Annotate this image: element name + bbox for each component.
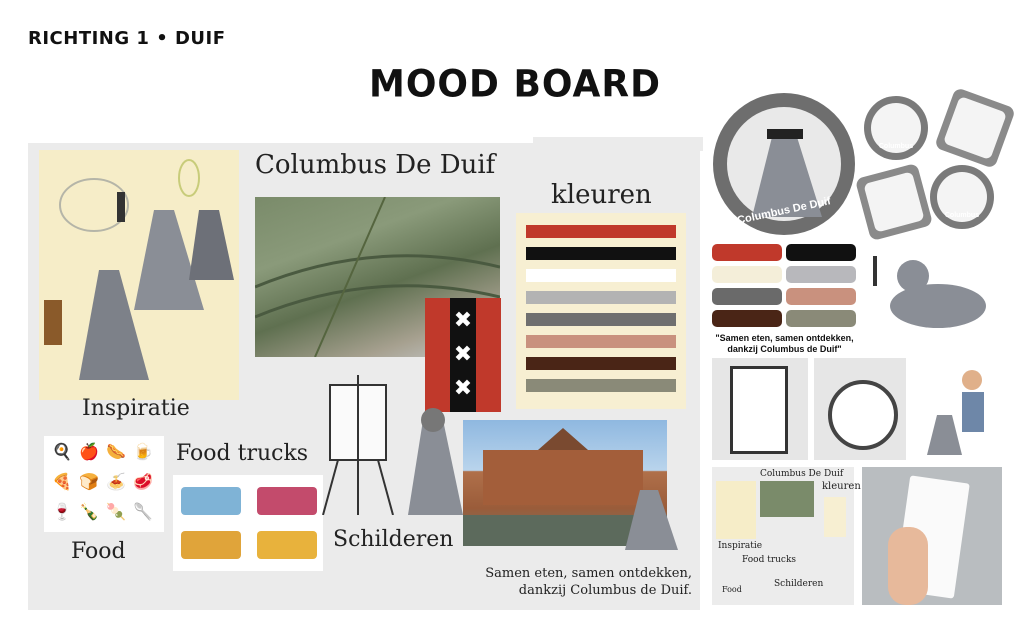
food-icon: 🍺: [133, 442, 153, 461]
flag-x-icon: ✖: [453, 308, 473, 333]
business-card-mockup: [862, 467, 1002, 605]
quote-line-2: dankzij Columbus de Duif": [727, 344, 842, 354]
tagline-line-2: dankzij Columbus de Duif.: [518, 583, 692, 598]
logo-text: Columbus De Duif: [736, 195, 832, 227]
tagline-quote: [712, 333, 857, 355]
food-truck-icon: [257, 531, 317, 559]
food-trucks-illustration: [173, 475, 323, 571]
tagline-caption: [472, 565, 692, 599]
painting-pigeon-illustration: [398, 405, 468, 520]
food-icon: 🥩: [133, 472, 153, 491]
poster-mockup: [712, 358, 808, 460]
mini-brand-label: Columbus De Duif: [760, 469, 844, 479]
direction-label: RICHTING 1 • DUIF: [28, 28, 226, 49]
color-chip: [712, 266, 782, 283]
color-swatch: [526, 379, 676, 392]
color-chips: [712, 244, 857, 330]
inspiration-illustration: [39, 150, 239, 400]
color-chip: [712, 310, 782, 327]
pigeon-mascot-illustration: [620, 480, 680, 555]
mini-food-trucks-label: Food trucks: [742, 555, 797, 565]
color-chip: [712, 288, 782, 305]
color-chip: [786, 288, 856, 305]
inspiration-label: Inspiratie: [82, 396, 190, 421]
flag-x-icon: ✖: [453, 342, 473, 367]
character-sketch: [912, 360, 1006, 460]
food-label: Food: [71, 539, 126, 564]
color-palette: [516, 213, 686, 409]
flag-x-icon: ✖: [453, 376, 473, 401]
mini-food-label: Food: [722, 585, 742, 594]
food-icons-panel: [44, 436, 164, 532]
amsterdam-flag: [425, 298, 501, 412]
mini-inspiration-label: Inspiratie: [718, 541, 763, 551]
color-swatch: [526, 335, 676, 348]
food-icon: 🍎: [79, 442, 99, 461]
sticker-text: Columbus: [878, 143, 914, 150]
food-truck-icon: [181, 487, 241, 515]
easel-illustration: [318, 375, 398, 515]
round-sticker: [864, 96, 928, 160]
color-chip: [786, 310, 856, 327]
color-chip: [786, 244, 856, 261]
color-chip: [712, 244, 782, 261]
page-title: MOOD BOARD: [369, 62, 661, 107]
food-icon: 🍷: [52, 502, 72, 521]
mini-painting-label: Schilderen: [774, 579, 824, 589]
food-trucks-label: Food trucks: [176, 441, 309, 466]
color-swatch: [526, 357, 676, 370]
food-truck-icon: [257, 487, 317, 515]
food-icon: 🍞: [79, 472, 99, 491]
pigeon-sticker: [855, 163, 933, 241]
colors-label: kleuren: [551, 180, 652, 210]
sticker-text: Columbus: [944, 212, 980, 219]
food-icon: 🍾: [79, 502, 99, 521]
color-swatch: [526, 291, 676, 304]
logo-badge: [713, 93, 855, 235]
tagline-line-1: Samen eten, samen ontdekken,: [485, 566, 692, 581]
food-icon: 🍳: [52, 442, 72, 461]
hanging-sign-mockup: [814, 358, 906, 460]
painting-label: Schilderen: [333, 527, 454, 552]
pigeon-painter-illustration: [868, 246, 998, 351]
quote-line-1: "Samen eten, samen ontdekken,: [715, 333, 854, 343]
brand-label: Columbus De Duif: [255, 150, 496, 180]
food-truck-icon: [181, 531, 241, 559]
food-icon: 🍡: [106, 502, 126, 521]
color-chip: [786, 266, 856, 283]
color-swatch: [526, 269, 676, 282]
round-sticker: [930, 165, 994, 229]
food-icon: 🍝: [106, 472, 126, 491]
color-swatch: [526, 313, 676, 326]
food-icon: 🌭: [106, 442, 126, 461]
color-swatch: [526, 247, 676, 260]
mood-board-thumbnail: [712, 467, 861, 605]
food-icon: 🍕: [52, 472, 72, 491]
color-swatch: [526, 225, 676, 238]
mini-colors-label: kleuren: [822, 481, 861, 492]
food-icon: 🥄: [133, 502, 153, 521]
